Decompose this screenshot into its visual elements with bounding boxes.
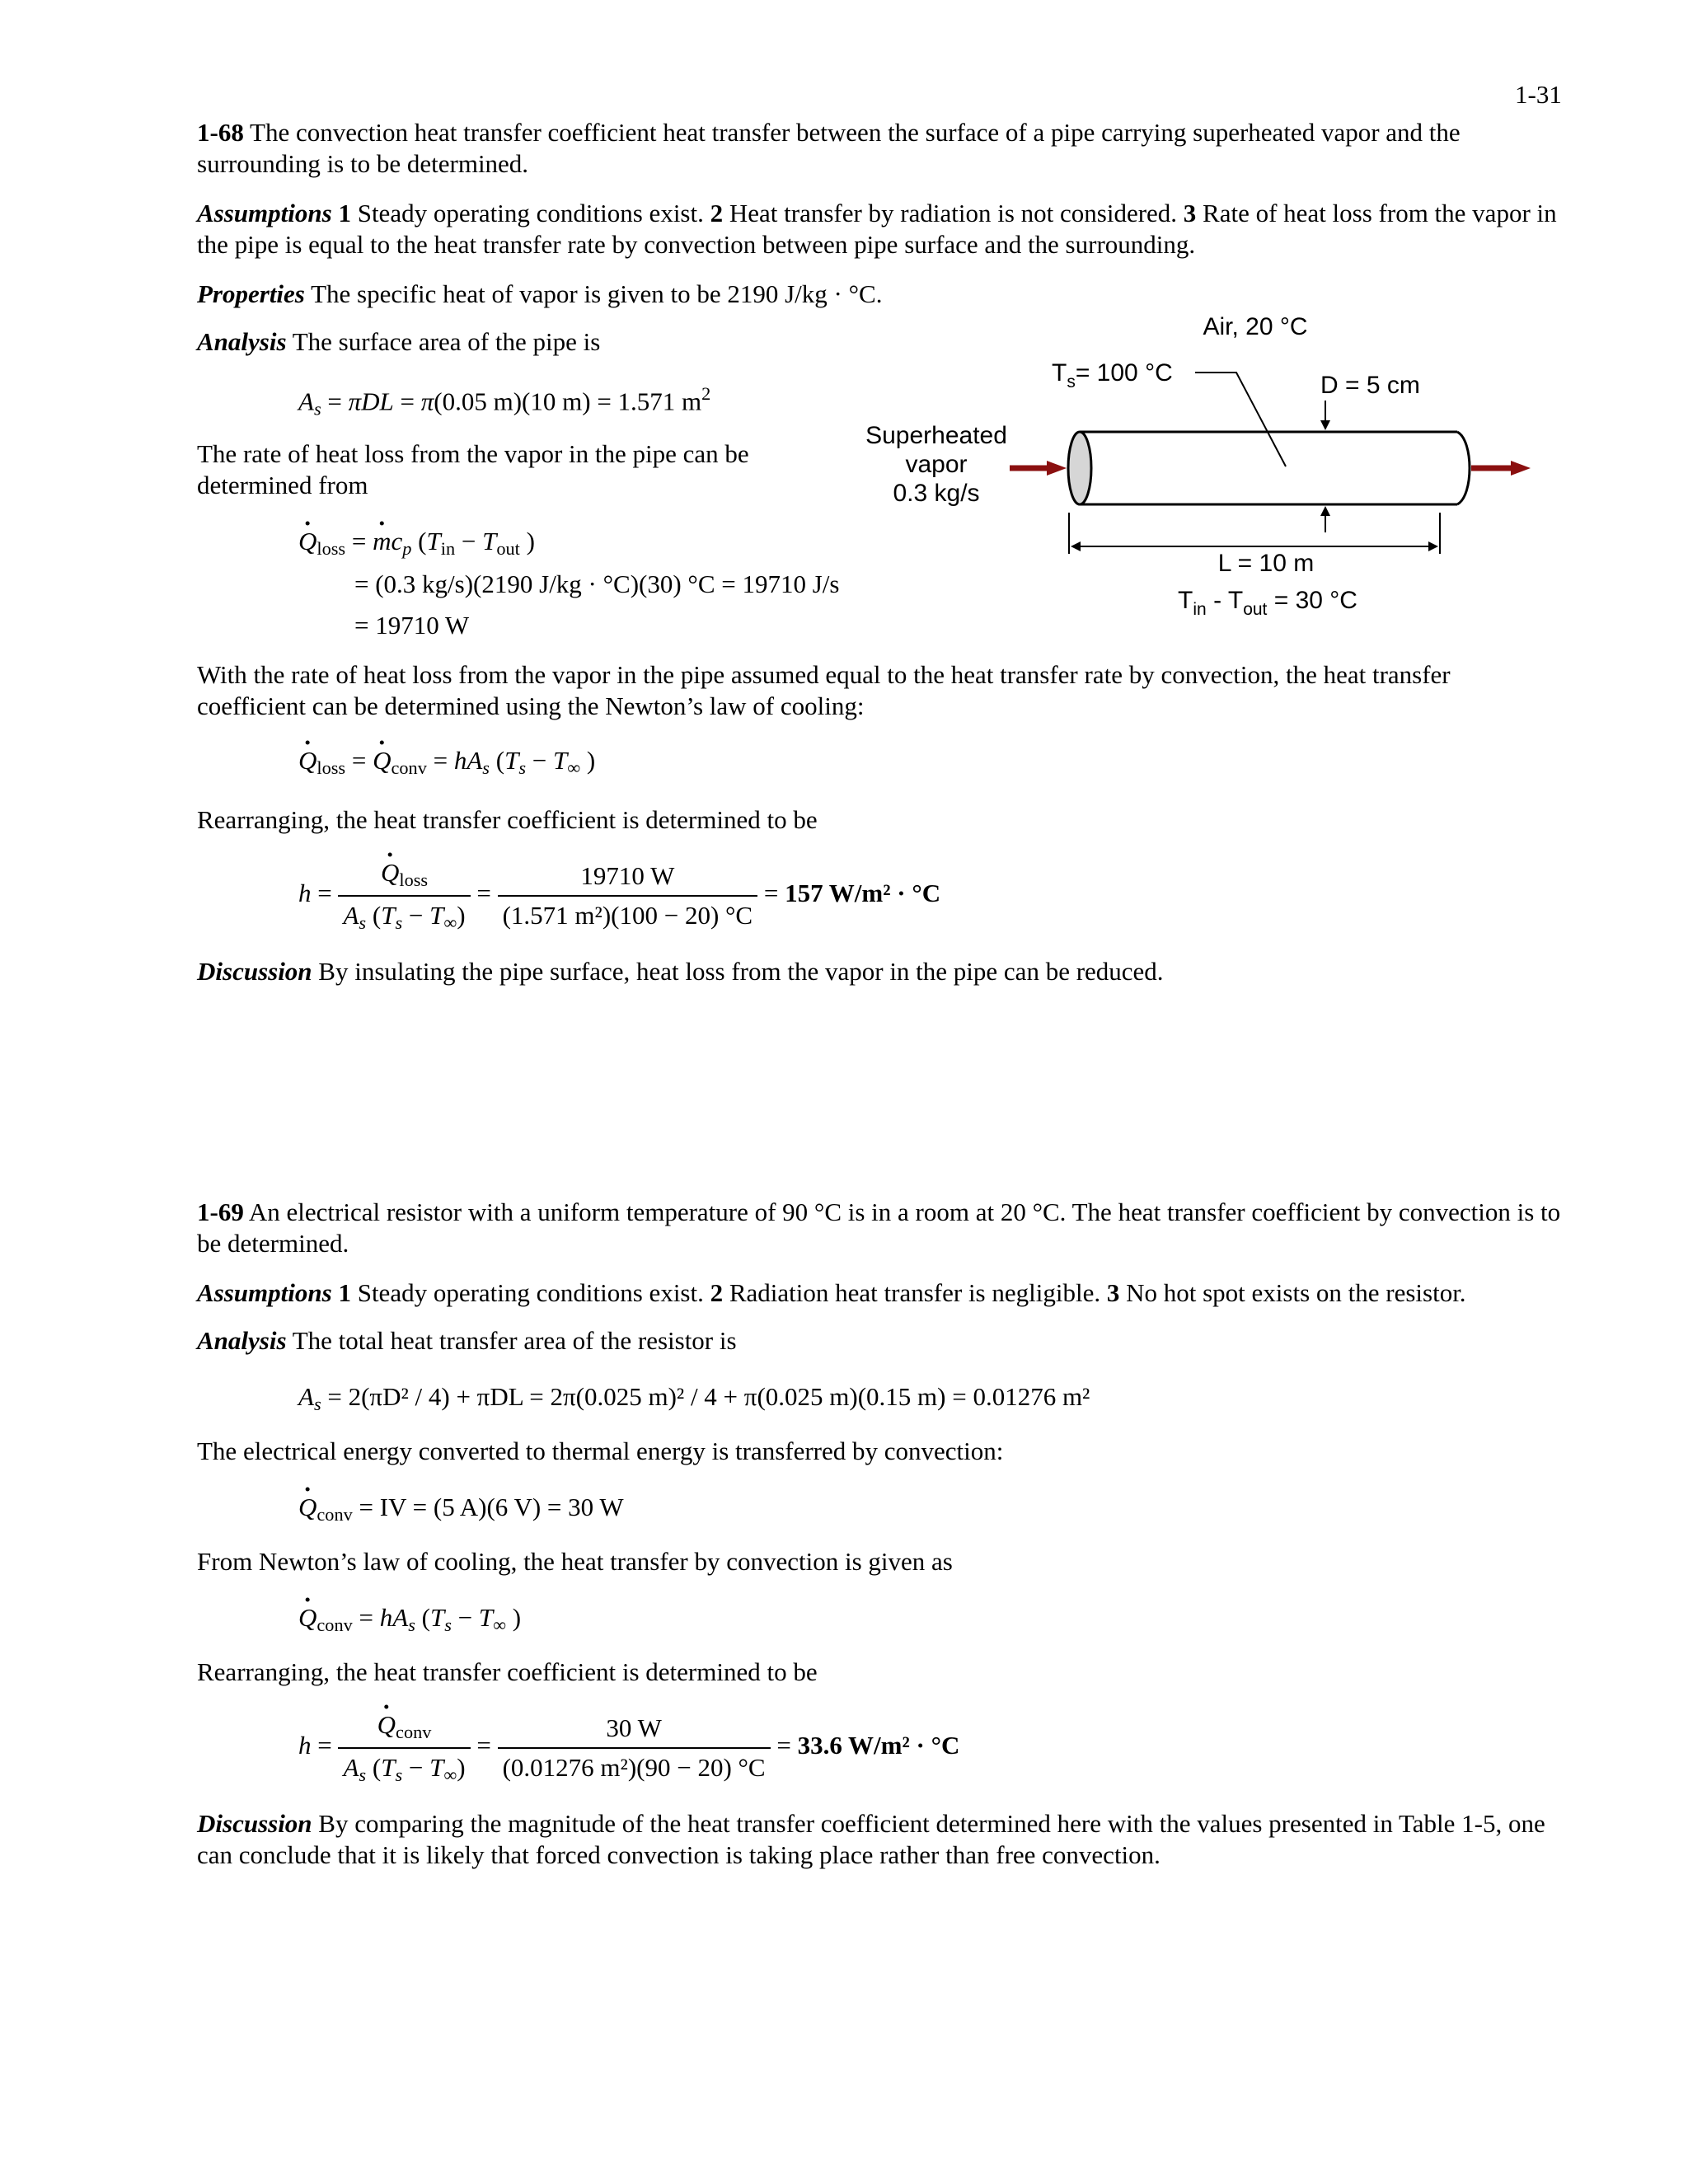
inlet-label-line2: vapor [905,451,968,478]
result-h-1-69: 33.6 W/m² · °C [797,1730,960,1760]
equation-h-1-68: h = · $\frac{Q_{loss}}{A_s (T_s - T_\infty)}$ = $\frac{19710 W}{\text{(1.571 m²)(100 − 20) °C}}$ = 157 W/m² · °C [298,857,940,934]
rearranging-1-68: Rearranging, the heat transfer coefficient is determined to be [197,805,818,834]
inlet-label-line3: 0.3 kg/s [893,480,980,507]
equation-conv-1-69: · $Q_{conv}$ = IV = (5 A)(6 V) = 30 W [298,1492,624,1526]
air-label: Air, 20 °C [1203,313,1308,340]
analysis-1-69: Analysis The total heat transfer area of the resistor is [197,1326,737,1355]
page-number: 1-31 [1515,80,1562,109]
temp-drop-label: $T_{in} - T_{out} = 30$ °C [1178,587,1357,619]
newton-text-1-68: With the rate of heat loss from the vapor in the pipe assumed equal to the heat transfer rate by convection, the heat transfer coefficient can be determined using the Newton’s law of cooling: [197,660,1451,721]
discussion-1-69: Discussion By comparing the magnitude of the heat transfer coefficient determined here with the values presented in Table 1-5, one can conclude that it is likely that forced convection is taking place rather than free convection. [197,1809,1545,1870]
energy-text-1-69: The electrical energy converted to thermal energy is transferred by convection: [197,1436,1004,1465]
outlet-arrow-icon [1511,461,1531,476]
equation-heat-loss-line2: = (0.3 kg/s)(2190 J/kg · °C)(30) °C = 19710 J/s [354,569,840,598]
diameter-label: D = 5 cm [1320,372,1420,399]
properties-1-68: Properties The specific heat of vapor is given to be 2190 J/kg · °C. [197,279,883,308]
inlet-arrow-icon [1047,461,1067,476]
equation-newton-1-68: · $Q_{loss}$ = · $Q_{conv} = hA_s$ ($T_s - T_\infty$ ) [298,745,595,780]
result-h-1-68: 157 W/m² · °C [785,878,941,907]
equation-newton-1-69: · $Q_{conv} = hA_s$ ($T_s - T_\infty$ ) [298,1602,521,1637]
analysis-1-68: Analysis The surface area of the pipe is [197,327,601,356]
problem-1-68-intro: 1-68 The convection heat transfer coefficient heat transfer between the surface of a pipe carrying superheated vapor and the surrounding is to be determined. [197,118,1461,179]
problem-number: 1-68 [197,118,244,147]
surface-temp-leader [1195,373,1286,466]
rearranging-1-69: Rearranging, the heat transfer coefficient is determined to be [197,1657,818,1686]
inlet-label-line1: Superheated [865,422,1007,449]
pipe-diagram [857,305,1533,643]
rate-text-1-68: The rate of heat loss from the vapor in the pipe can be determined from [197,439,749,500]
surface-temp-label: $T_s= 100$ °C [1052,359,1173,391]
newton-text-1-69: From Newton’s law of cooling, the heat transfer by convection is given as [197,1547,953,1576]
pipe-inlet-end [1068,432,1091,504]
problem-1-69-intro: 1-69 An electrical resistor with a uniform temperature of 90 °C is in a room at 20 °C. The heat transfer coefficient by convection is to be determined. [197,1197,1561,1258]
equation-surface-area-resistor: $A_s = 2(\pi D^2 / 4) + \pi DL = 2\pi(0.025$ m)² / 4 + π(0.025 m)(0.15 m) = 0.01276 m² [298,1382,1090,1415]
length-label: L = 10 m [1217,550,1315,577]
assumptions-1-69: Assumptions 1 Steady operating conditions exist. 2 Radiation heat transfer is negligible. 3 No hot spot exists on the resistor. [197,1278,1466,1307]
equation-h-1-69: h = · $\frac{Q_{conv}}{A_s (T_s - T_\infty)}$ = $\frac{30 W}{\text{(0.01276 m²)(90 − 20) °C}}$ = 33.6 W/m² · °C [298,1709,959,1786]
problem-number: 1-69 [197,1197,244,1226]
equation-heat-loss: · $Q_{loss}$ = · $mc_p$ ($T_{in} - T_{out}$ ) [298,526,535,560]
pipe-outlet-end [1457,432,1470,504]
equation-heat-loss-line3: = 19710 W [354,611,470,640]
assumptions-1-68: Assumptions 1 Steady operating conditions exist. 2 Heat transfer by radiation is not considered. 3 Rate of heat loss from the vapor in the pipe is equal to the heat transfer rate by convection between pipe surface and the surrounding. [197,199,1557,260]
discussion-1-68: Discussion By insulating the pipe surface, heat loss from the vapor in the pipe can be reduced. [197,957,1164,986]
equation-surface-area-pipe: $A_s = \pi DL = \pi(0.05$ m)(10 m) = 1.571 $m^2$ [298,383,711,419]
